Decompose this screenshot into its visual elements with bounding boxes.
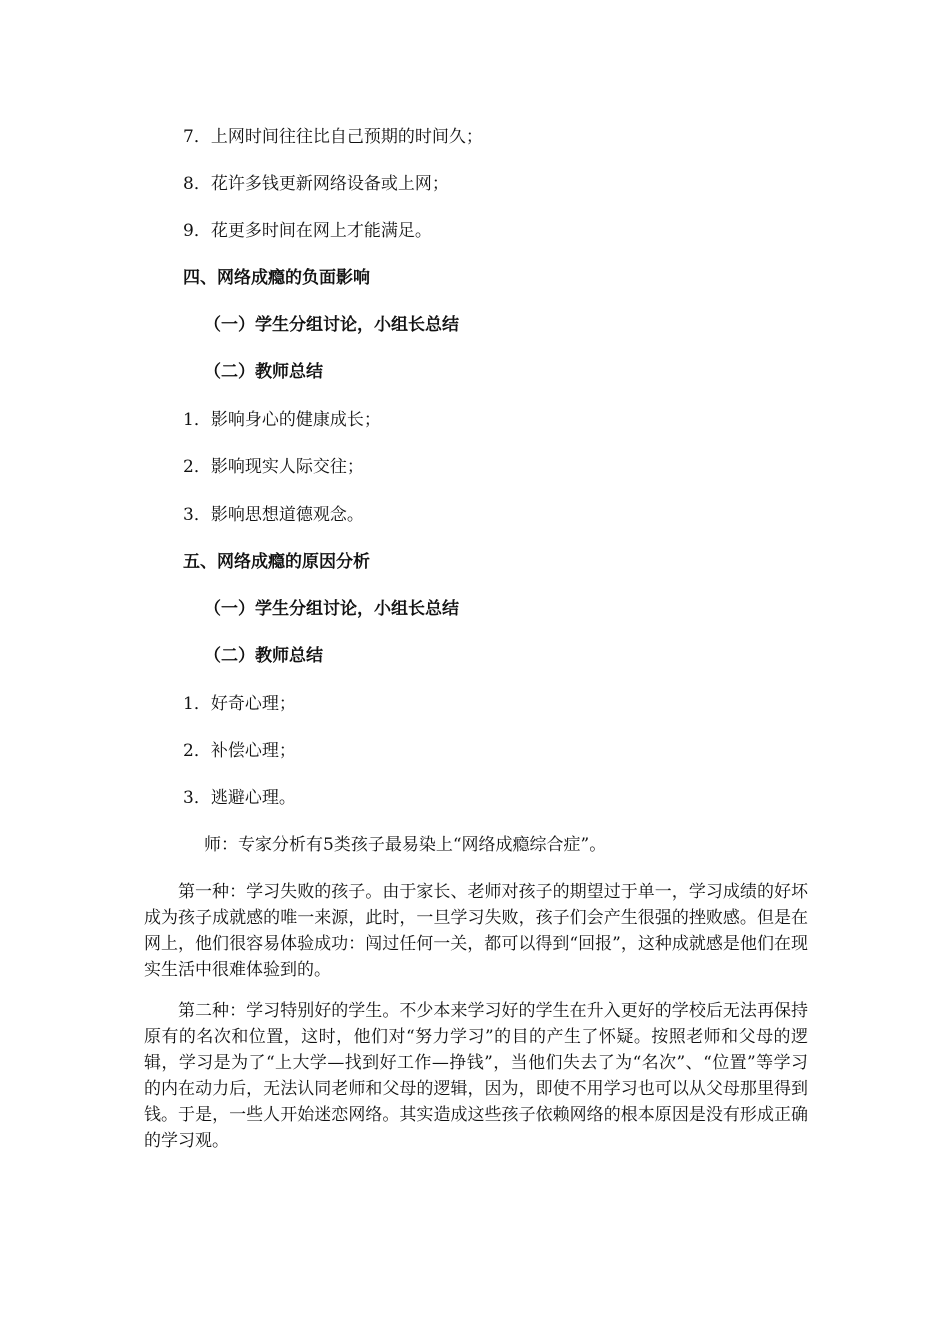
- subsection-heading: （一）学生分组讨论，小组长总结: [204, 315, 459, 335]
- teacher-remark: 师：专家分析有5类孩子最易染上“网络成瘾综合症”。: [204, 835, 607, 855]
- list-item: 1．影响身心的健康成长；: [183, 410, 381, 430]
- list-item: 3．逃避心理。: [183, 788, 296, 808]
- subsection-heading: （一）学生分组讨论，小组长总结: [204, 599, 459, 619]
- list-item: 3．影响思想道德观念。: [183, 505, 364, 525]
- list-item: 9．花更多时间在网上才能满足。: [183, 221, 432, 241]
- section-heading: 四、网络成瘾的负面影响: [183, 268, 370, 288]
- list-item: 7．上网时间往往比自己预期的时间久；: [183, 127, 483, 147]
- list-item: 2．补偿心理；: [183, 741, 296, 761]
- subsection-heading: （二）教师总结: [204, 646, 323, 666]
- section-heading: 五、网络成瘾的原因分析: [183, 552, 370, 572]
- paragraph: 第一种：学习失败的孩子。由于家长、老师对孩子的期望过于单一，学习成绩的好坏成为孩子成就感的唯一来源，此时，一旦学习失败，孩子们会产生很强的挫败感。但是在网上，他们很容易体验成功：闯过任何一关，都可以得到“回报”，这种成就感是他们在现实生活中很难体验到的。: [144, 882, 808, 980]
- paragraph: 第二种：学习特别好的学生。不少本来学习好的学生在升入更好的学校后无法再保持原有的名次和位置，这时，他们对“努力学习”的目的产生了怀疑。按照老师和父母的逻辑，学习是为了“上大学—找到好工作—挣钱”，当他们失去了为“名次”、“位置”等学习的内在动力后，无法认同老师和父母的逻辑，因为，即使不用学习也可以从父母那里得到钱。于是，一些人开始迷恋网络。其实造成这些孩子依赖网络的根本原因是没有形成正确的学习观。: [144, 1001, 808, 1151]
- list-item: 2．影响现实人际交往；: [183, 457, 364, 477]
- list-item: 1．好奇心理；: [183, 694, 296, 714]
- subsection-heading: （二）教师总结: [204, 362, 323, 382]
- list-item: 8．花许多钱更新网络设备或上网；: [183, 174, 449, 194]
